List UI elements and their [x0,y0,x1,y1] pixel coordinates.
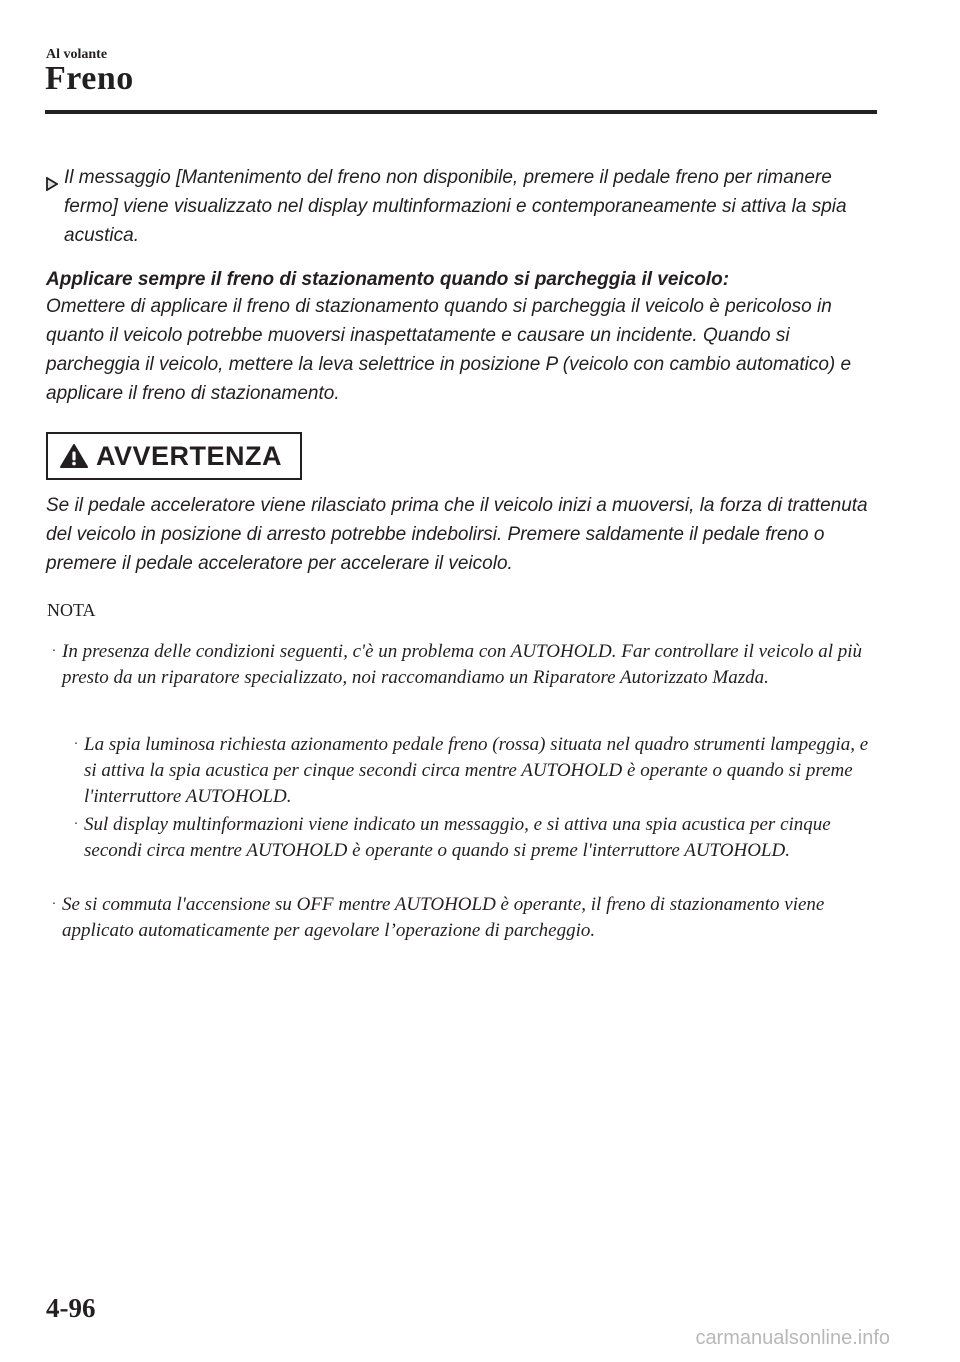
nota-sub-item-text: La spia luminosa richiesta azionamento pedale freno (rossa) situata nel quadro strumenti lampeggia, e si attiva la spia acustica per cinque secondi circa mentre AUTOHOLD è operante o quando si preme l'interruttore AUTOHOLD. [84,734,869,807]
avvertenza-label: AVVERTENZA [96,440,283,471]
nota-list-item [46,892,876,944]
nota-item-text: Se si commuta l'accensione su OFF mentre AUTOHOLD è operante, il freno di stazionamento viene applicato automaticamente per agevolare l’operazione di parcheggio. [62,894,825,941]
arrow-bullet-text: Il messaggio [Mantenimento del freno non disponibile, premere il pedale freno per rimanere fermo] viene visualizzato nel display multinformazioni e contemporaneamente si attiva la spia acustica. [64,167,847,246]
nota-list-item [46,639,876,691]
bullet-dot: · [73,817,79,832]
nota-sub-item-text: Sul display multinformazioni viene indicato un messaggio, e si attiva una spia acustica per cinque secondi circa mentre AUTOHOLD è operante o quando si preme l'interruttore AUTOHOLD. [84,814,831,861]
avvertenza-body: Se il pedale acceleratore viene rilasciato prima che il veicolo inizi a muoversi, la forza di trattenuta del veicolo in posizione di arresto potrebbe indebolirsi. Premere saldamente il pedale freno o premere il pedale acceleratore per accelerare il veicolo. [46,495,868,574]
arrow-bullet-item [46,163,876,250]
warning-triangle-icon [60,443,88,469]
bullet-dot: · [51,897,57,912]
page-number: 4-96 [46,1293,96,1323]
watermark: carmanualsonline.info [695,1327,890,1349]
nota-label: NOTA [47,600,96,620]
page-title: Freno [45,60,134,97]
bullet-dot: · [73,737,79,752]
bullet-dot: · [51,644,57,659]
nota-item-text: In presenza delle condizioni seguenti, c'è un problema con AUTOHOLD. Far controllare il veicolo al più presto da un riparatore specializzato, noi raccomandiamo un Riparatore Autorizzato Mazda. [62,641,863,688]
arrow-right-icon [46,163,64,250]
section-label: Al volante [46,47,108,62]
parking-brake-body: Omettere di applicare il freno di stazionamento quando si parcheggia il veicolo è pericoloso in quanto il veicolo potrebbe muoversi inaspettatamente e causare un incidente. Quando si parcheggia il veicolo, mettere la leva selettrice in posizione P (veicolo con cambio automatico) e applicare il freno di stazionamento. [46,296,852,404]
nota-sub-item [68,812,876,864]
header-divider [45,110,877,114]
avvertenza-box [46,432,302,480]
nota-sub-item [68,732,876,810]
parking-brake-heading: Applicare sempre il freno di stazionamento quando si parcheggia il veicolo: [46,269,730,290]
